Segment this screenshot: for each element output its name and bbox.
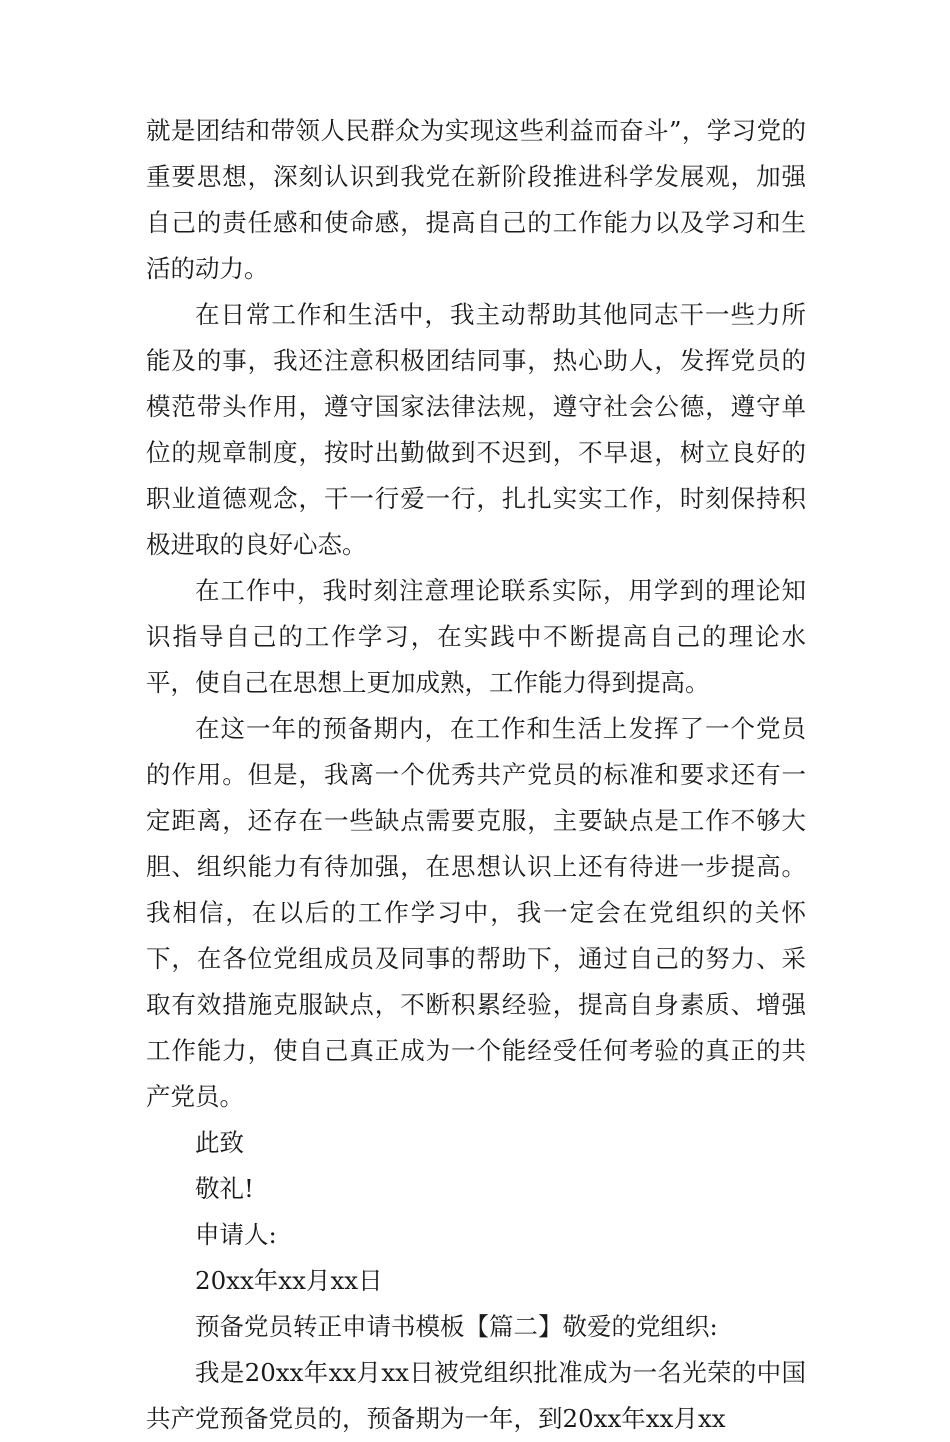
applicant-label: 申请人: (195, 1220, 277, 1249)
salute-text: 敬礼! (195, 1174, 254, 1203)
paragraph-daily-work: 在日常工作和生活中，我主动帮助其他同志干一些力所能及的事，我还注意积极团结同事，热心助人，发挥党员的模范带头作用，遵守国家法律法规，遵守社会公德，遵守单位的规章制度，按时出勤做到不迟到，不早退，树立良好的职业道德观念，干一行爱一行，扎扎实实工作，时刻保持积极进取的良好心态。 (146, 300, 806, 559)
paragraph-second-template-start: 我是20xx年xx月xx日被党组织批准成为一名光荣的中国共产党预备党员的，预备期为一年，到20xx年xx月xx (146, 1358, 806, 1433)
paragraph-continuation: 就是团结和带领人民群众为实现这些利益而奋斗”，学习党的重要思想，深刻认识到我党在新阶段推进科学发展观，加强自己的责任感和使命感，提高自己的工作能力以及学习和生活的动力。 (146, 116, 806, 283)
document-body (146, 108, 806, 1442)
template-heading: 预备党员转正申请书模板【篇二】敬爱的党组织: (195, 1312, 718, 1341)
paragraph-probation-reflection: 在这一年的预备期内，在工作和生活上发挥了一个党员的作用。但是，我离一个优秀共产党员的标准和要求还有一定距离，还存在一些缺点需要克服，主要缺点是工作不够大胆、组织能力有待加强，在思想认识上还有待进一步提高。我相信，在以后的工作学习中，我一定会在党组织的关怀下，在各位党组成员及同事的帮助下，通过自己的努力、采取有效措施克服缺点，不断积累经验，提高自身素质、增强工作能力，使自己真正成为一个能经受任何考验的真正的共产党员。 (146, 714, 806, 1111)
paragraph-theory-practice: 在工作中，我时刻注意理论联系实际，用学到的理论知识指导自己的工作学习，在实践中不断提高自己的理论水平，使自己在思想上更加成熟，工作能力得到提高。 (146, 576, 806, 697)
closing-text: 此致 (195, 1128, 244, 1157)
date-text: 20xx年xx月xx日 (195, 1266, 383, 1295)
